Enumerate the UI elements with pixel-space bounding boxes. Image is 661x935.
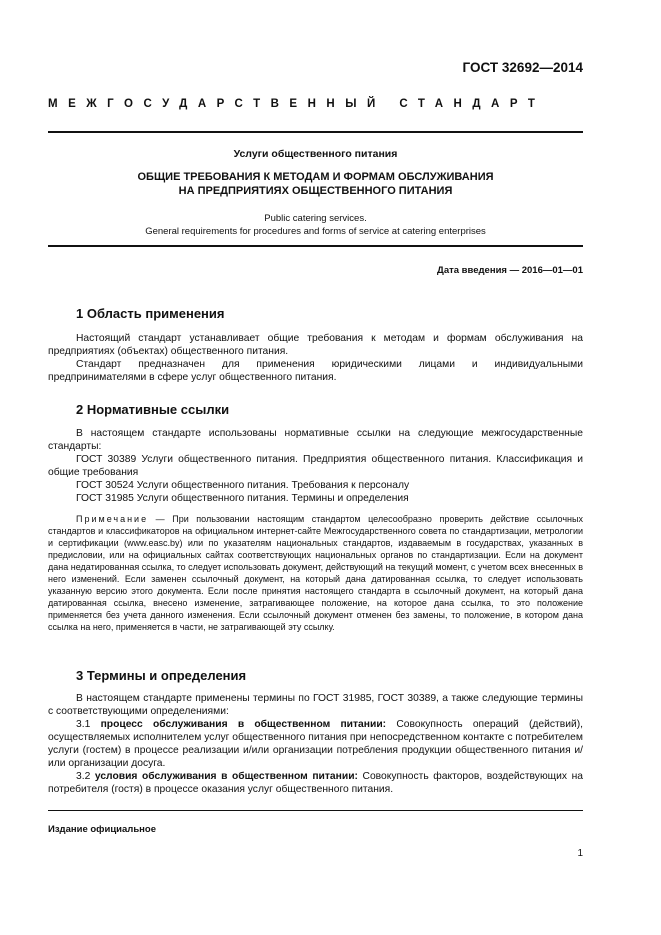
interstate-standard-banner: МЕЖГОСУДАРСТВЕННЫЙ СТАНДАРТ (48, 98, 546, 110)
section-2-heading: 2 Нормативные ссылки (76, 402, 230, 417)
title-line-2: НА ПРЕДПРИЯТИЯХ ОБЩЕСТВЕННОГО ПИТАНИЯ (178, 185, 453, 197)
term-3-2-definition: Совокупность факторов, воздействующих на потребителя (гостя) в процессе оказания услуг общественного питания. (48, 771, 583, 795)
document-title (48, 170, 583, 198)
term-3-1-name: процесс обслуживания в общественном питании: (100, 719, 387, 730)
section-2-paragraph-1: В настоящем стандарте использованы нормативные ссылки на следующие межгосударственные стандарты: (48, 428, 583, 452)
reference-note (48, 513, 583, 633)
document-subtitle: Услуги общественного питания (233, 148, 398, 160)
section-1-heading: 1 Область применения (76, 306, 225, 321)
section-1-paragraph-2: Стандарт предназначен для применения юридическими лицами и индивидуальными предпринимателями в сфере услуг общественного питания. (48, 359, 583, 383)
note-text: — При пользовании настоящим стандартом целесообразно проверить действие ссылочных стандартов и классификаторов на официальном интернет-сайте Межгосударственного совета по стандартизации, метрологии и сертификации (www.easc.by) или по указателям национальных стандартов, издаваемым в государствах, указанных в предисловии, или на официальных сайтах соответствующих национальных органов по стандартизации. Если на документ дана недатированная ссылка, то следует использовать документ, действующий на текущий момент, с учетом всех внесенных в него изменений. Если заменен ссылочный документ, на который дана датированная ссылка, то следует использовать указанную версию этого документа. Если после принятия настоящего стандарта в ссылочный документ, на который дана датированная ссылка, внесено изменение, затрагивающее положение, на которое дана ссылка, то это положение применяется без учета данного изменения. Если ссылочный документ отменен без замены, то положение, в котором дана ссылка на него, применяется в части, не затрагивающей эту ссылку. (48, 514, 583, 632)
official-edition-label: Издание официальное (48, 824, 156, 835)
english-title-line-1: Public catering services. (264, 213, 367, 224)
english-title-line-2: General requirements for procedures and forms of service at catering enterprises (145, 226, 486, 237)
gost-number: ГОСТ 32692—2014 (462, 60, 583, 75)
normative-reference-3: ГОСТ 31985 Услуги общественного питания. Термины и определения (76, 493, 409, 504)
term-3-2-number: 3.2 (76, 771, 95, 782)
title-rule (48, 245, 583, 247)
introduction-date: Дата введения — 2016—01—01 (437, 265, 583, 276)
term-3-2-name: условия обслуживания в общественном питании: (94, 771, 358, 782)
section-3-body (48, 692, 583, 796)
term-3-1-definition: Совокупность операций (действий), осуществляемых исполнителем услуг общественного питания при непосредственном контакте с потребителем услуги (гостем) в процессе реализации и/или организации потребления продукции общественного питания и/или организации досуга. (48, 719, 583, 769)
page-number: 1 (577, 848, 583, 859)
note-label: Примечание (76, 514, 149, 524)
section-1-paragraph-1: Настоящий стандарт устанавливает общие требования к методам и формам обслуживания на предприятиях (объектах) общественного питания. (48, 333, 583, 357)
section-3-paragraph-1: В настоящем стандарте применены термины по ГОСТ 31985, ГОСТ 30389, а также следующие термины с соответствующими определениями: (48, 693, 583, 717)
term-3-2 (48, 770, 583, 796)
term-3-1 (48, 718, 583, 770)
section-3-heading: 3 Термины и определения (76, 668, 247, 683)
title-line-1: ОБЩИЕ ТРЕБОВАНИЯ К МЕТОДАМ И ФОРМАМ ОБСЛУЖИВАНИЯ (137, 171, 494, 183)
footer-rule (48, 810, 583, 811)
section-2-body (48, 427, 583, 633)
normative-reference-1: ГОСТ 30389 Услуги общественного питания. Предприятия общественного питания. Классификация и общие требования (48, 454, 583, 478)
term-3-1-number: 3.1 (76, 719, 101, 730)
section-1-body (48, 332, 583, 384)
english-title (48, 212, 583, 238)
normative-reference-2: ГОСТ 30524 Услуги общественного питания. Требования к персоналу (76, 480, 410, 491)
top-rule (48, 131, 583, 133)
